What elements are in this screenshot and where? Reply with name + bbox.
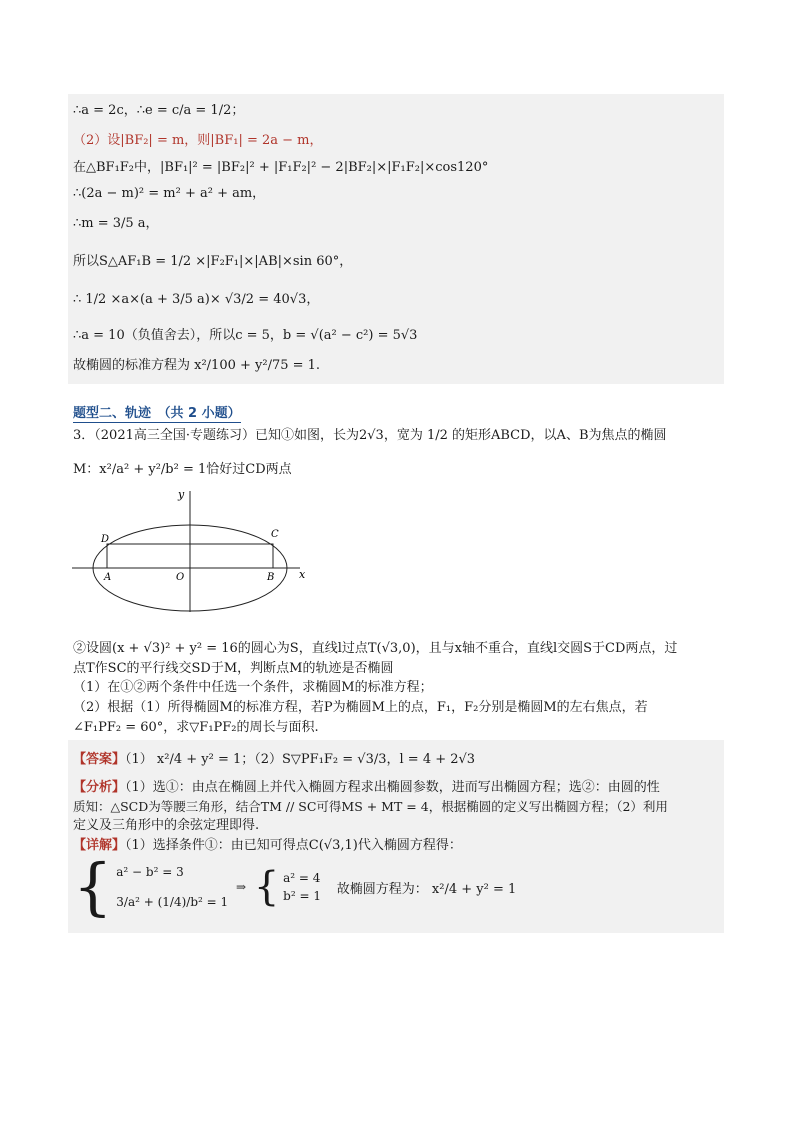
answer-line	[73, 752, 475, 768]
problem-3-line-4: 点T作SC的平行线交SD于M，判断点M的轨迹是否椭圆	[73, 661, 394, 676]
solution-line-6: 所以S△AF₁B = 1/2 ×|F₂F₁|×|AB|×sin 60°，	[73, 254, 353, 269]
left-brace: {	[73, 850, 113, 923]
point-label-b: B	[267, 572, 275, 583]
implies-arrow: ⇒	[235, 880, 247, 894]
detail-line-1	[73, 838, 462, 854]
section-heading: 题型二、轨迹 （共 2 小题）	[73, 402, 241, 423]
right-brace: {	[253, 864, 280, 910]
solution-line-4: ∴(2a − m)² = m² + a² + am，	[73, 186, 266, 201]
point-label-c: C	[271, 529, 279, 540]
system-result-2: b² = 1	[283, 889, 321, 903]
solution-line-3: 在△BF₁F₂中，|BF₁|² = |BF₂|² + |F₁F₂|² − 2|BF₂|×|F₁F₂|×cos120°	[73, 160, 489, 175]
system-result-1: a² = 4	[283, 871, 321, 885]
problem-3-line-3: ②设圆(x + √3)² + y² = 16的圆心为S，直线l过点T(√3,0)，且与x轴不重合，直线l交圆S于CD两点，过	[73, 641, 678, 656]
analysis-text-1: （1）选①：由点在椭圆上并代入椭圆方程求出椭圆参数，进而写出椭圆方程；选②：由圆的性	[125, 780, 660, 795]
point-label-a: A	[104, 572, 112, 583]
answer-text: （1） x²/4 + y² = 1；（2）S▽PF₁F₂ = √3/3，l = 4 + 2√3	[125, 752, 476, 767]
ellipse-figure	[68, 485, 318, 615]
equation-system	[73, 850, 517, 923]
solution-line-1: ∴a = 2c，∴e = c/a = 1/2；	[73, 103, 245, 118]
y-axis-label: y	[178, 488, 185, 501]
point-label-o: O	[176, 572, 185, 583]
solution-line-5: ∴m = 3/5 a，	[73, 216, 159, 231]
solution-line-7: ∴ 1/2 ×a×(a + 3/5 a)× √3/2 = 40√3，	[73, 292, 320, 307]
problem-3-line-6: （2）根据（1）所得椭圆M的标准方程，若P为椭圆M上的点，F₁，F₂分别是椭圆M的左右焦点，若	[73, 700, 648, 715]
solution-line-9: 故椭圆的标准方程为 x²/100 + y²/75 = 1.	[73, 358, 321, 373]
system-eq-2: 3/a² + (1/4)/b² = 1	[116, 895, 229, 909]
problem-3-line-2: M：x²/a² + y²/b² = 1恰好过CD两点	[73, 462, 292, 477]
system-eq-1: a² − b² = 3	[116, 865, 184, 879]
problem-3-line-7: ∠F₁PF₂ = 60°，求▽F₁PF₂的周长与面积.	[73, 720, 319, 735]
problem-3-line-1: 3．（2021高三全国·专题练习）已知①如图，长为2√3，宽为 1/2 的矩形ABCD，以A、B为焦点的椭圆	[73, 428, 667, 443]
solution-line-8: ∴a = 10（负值舍去），所以c = 5，b = √(a² − c²) = 5√3	[73, 328, 418, 343]
detail-conclusion: 故椭圆方程为： x²/4 + y² = 1	[336, 881, 517, 897]
problem-3-line-5: （1）在①②两个条件中任选一个条件，求椭圆M的标准方程；	[73, 680, 433, 695]
analysis-tag: 【分析】	[73, 780, 126, 795]
analysis-line-1	[73, 780, 660, 796]
detail-tag: 【详解】	[73, 838, 126, 853]
answer-tag: 【答案】	[73, 752, 126, 767]
point-label-d: D	[101, 534, 110, 545]
analysis-line-2: 质知：△SCD为等腰三角形，结合TM // SC可得MS + MT = 4，根据椭圆的定义写出椭圆方程；（2）利用	[73, 799, 668, 814]
detail-text-1: （1）选择条件①：由已知可得点C(√3,1)代入椭圆方程得：	[125, 838, 462, 853]
x-axis-label: x	[299, 568, 306, 581]
solution-line-2: （2）设|BF₂| = m，则|BF₁| = 2a − m，	[73, 133, 323, 148]
analysis-line-3: 定义及三角形中的余弦定理即得.	[73, 818, 260, 833]
